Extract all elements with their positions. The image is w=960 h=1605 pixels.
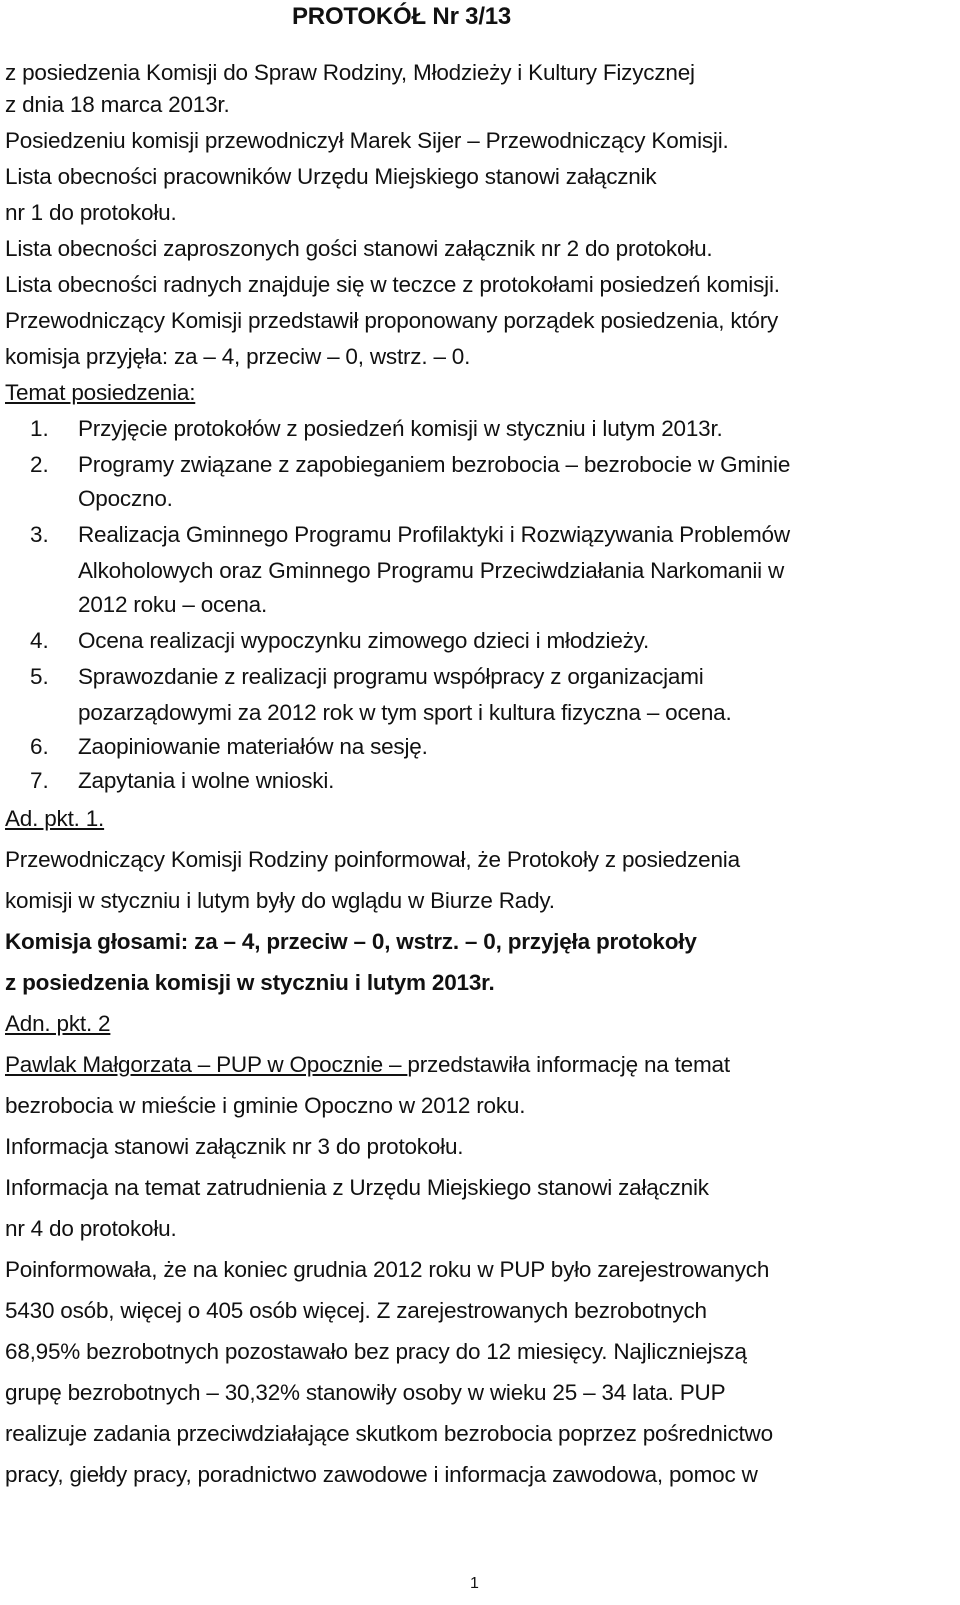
speaker-name: Pawlak Małgorzata – PUP w Opocznie – <box>5 1052 408 1077</box>
speaker-text: przedstawiła informację na temat <box>407 1052 730 1077</box>
intro-line: Lista obecności pracowników Urzędu Miejskiego stanowi załącznik <box>5 164 657 189</box>
intro-line: komisja przyjęła: za – 4, przeciw – 0, wstrz. – 0. <box>5 344 471 369</box>
body-line: realizuje zadania przeciwdziałające skutkom bezrobocia poprzez pośrednictwo <box>5 1421 773 1446</box>
agenda-item-text: Realizacja Gminnego Programu Profilaktyki i Rozwiązywania Problemów <box>78 522 790 547</box>
intro-line: Lista obecności radnych znajduje się w teczce z protokołami posiedzeń komisji. <box>5 272 780 297</box>
agenda-item-number: 7. <box>30 768 49 793</box>
body-line: grupę bezrobotnych – 30,32% stanowiły osoby w wieku 25 – 34 lata. PUP <box>5 1380 726 1405</box>
agenda-item-text: Zapytania i wolne wnioski. <box>78 768 335 793</box>
agenda-item-number: 6. <box>30 734 49 759</box>
section-heading-ad2-text: Adn. pkt. 2 <box>5 1011 111 1036</box>
resolution-line: Komisja głosami: za – 4, przeciw – 0, wstrz. – 0, przyjęła protokoły <box>5 929 697 954</box>
agenda-item-text: Opoczno. <box>78 486 173 511</box>
agenda-item-text: Przyjęcie protokołów z posiedzeń komisji w styczniu i lutym 2013r. <box>78 416 723 441</box>
agenda-item-text: Programy związane z zapobieganiem bezrobocia – bezrobocie w Gminie <box>78 452 791 477</box>
body-line: Informacja stanowi załącznik nr 3 do protokołu. <box>5 1134 464 1159</box>
agenda-item-number: 4. <box>30 628 49 653</box>
page-number: 1 <box>470 1575 479 1592</box>
speaker-line <box>5 1050 730 1080</box>
intro-line: z dnia 18 marca 2013r. <box>5 92 230 117</box>
agenda-item-text: Zaopiniowanie materiałów na sesję. <box>78 734 428 759</box>
intro-line: nr 1 do protokołu. <box>5 200 177 225</box>
agenda-item-text: Sprawozdanie z realizacji programu współpracy z organizacjami <box>78 664 704 689</box>
agenda-item-number: 2. <box>30 452 49 477</box>
agenda-item-text: Alkoholowych oraz Gminnego Programu Przeciwdziałania Narkomanii w <box>78 558 785 583</box>
section-heading-ad1: Ad. pkt. 1. <box>5 806 105 831</box>
intro-line: Przewodniczący Komisji przedstawił proponowany porządek posiedzenia, który <box>5 308 779 333</box>
agenda-item-number: 1. <box>30 416 49 441</box>
body-line: Przewodniczący Komisji Rodziny poinformował, że Protokoły z posiedzenia <box>5 847 740 872</box>
body-line: Poinformowała, że na koniec grudnia 2012 roku w PUP było zarejestrowanych <box>5 1257 770 1282</box>
body-line: bezrobocia w mieście i gminie Opoczno w 2012 roku. <box>5 1093 526 1118</box>
intro-line: Posiedzeniu komisji przewodniczył Marek Sijer – Przewodniczący Komisji. <box>5 128 729 153</box>
body-line: Informacja na temat zatrudnienia z Urzędu Miejskiego stanowi załącznik <box>5 1175 709 1200</box>
resolution-line: z posiedzenia komisji w styczniu i lutym 2013r. <box>5 970 495 995</box>
intro-line: z posiedzenia Komisji do Spraw Rodziny, Młodzieży i Kultury Fizycznej <box>5 60 695 85</box>
agenda-item-number: 3. <box>30 522 49 547</box>
intro-line: Lista obecności zaproszonych gości stanowi załącznik nr 2 do protokołu. <box>5 236 713 261</box>
agenda-item-number: 5. <box>30 664 49 689</box>
body-line: komisji w styczniu i lutym były do wglądu w Biurze Rady. <box>5 888 555 913</box>
body-line: 68,95% bezrobotnych pozostawało bez pracy do 12 miesięcy. Najliczniejszą <box>5 1339 747 1364</box>
agenda-item-text: 2012 roku – ocena. <box>78 592 268 617</box>
agenda-item-text: Ocena realizacji wypoczynku zimowego dzieci i młodzieży. <box>78 628 650 653</box>
agenda-item-text: pozarządowymi za 2012 rok w tym sport i kultura fizyczna – ocena. <box>78 700 732 725</box>
document-title: PROTOKÓŁ Nr 3/13 <box>292 3 512 30</box>
body-line: pracy, giełdy pracy, poradnictwo zawodowe i informacja zawodowa, pomoc w <box>5 1462 758 1487</box>
body-line: 5430 osób, więcej o 405 osób więcej. Z zarejestrowanych bezrobotnych <box>5 1298 707 1323</box>
section-heading-ad2 <box>5 1009 110 1039</box>
body-line: nr 4 do protokołu. <box>5 1216 177 1241</box>
agenda-heading: Temat posiedzenia: <box>5 380 196 405</box>
